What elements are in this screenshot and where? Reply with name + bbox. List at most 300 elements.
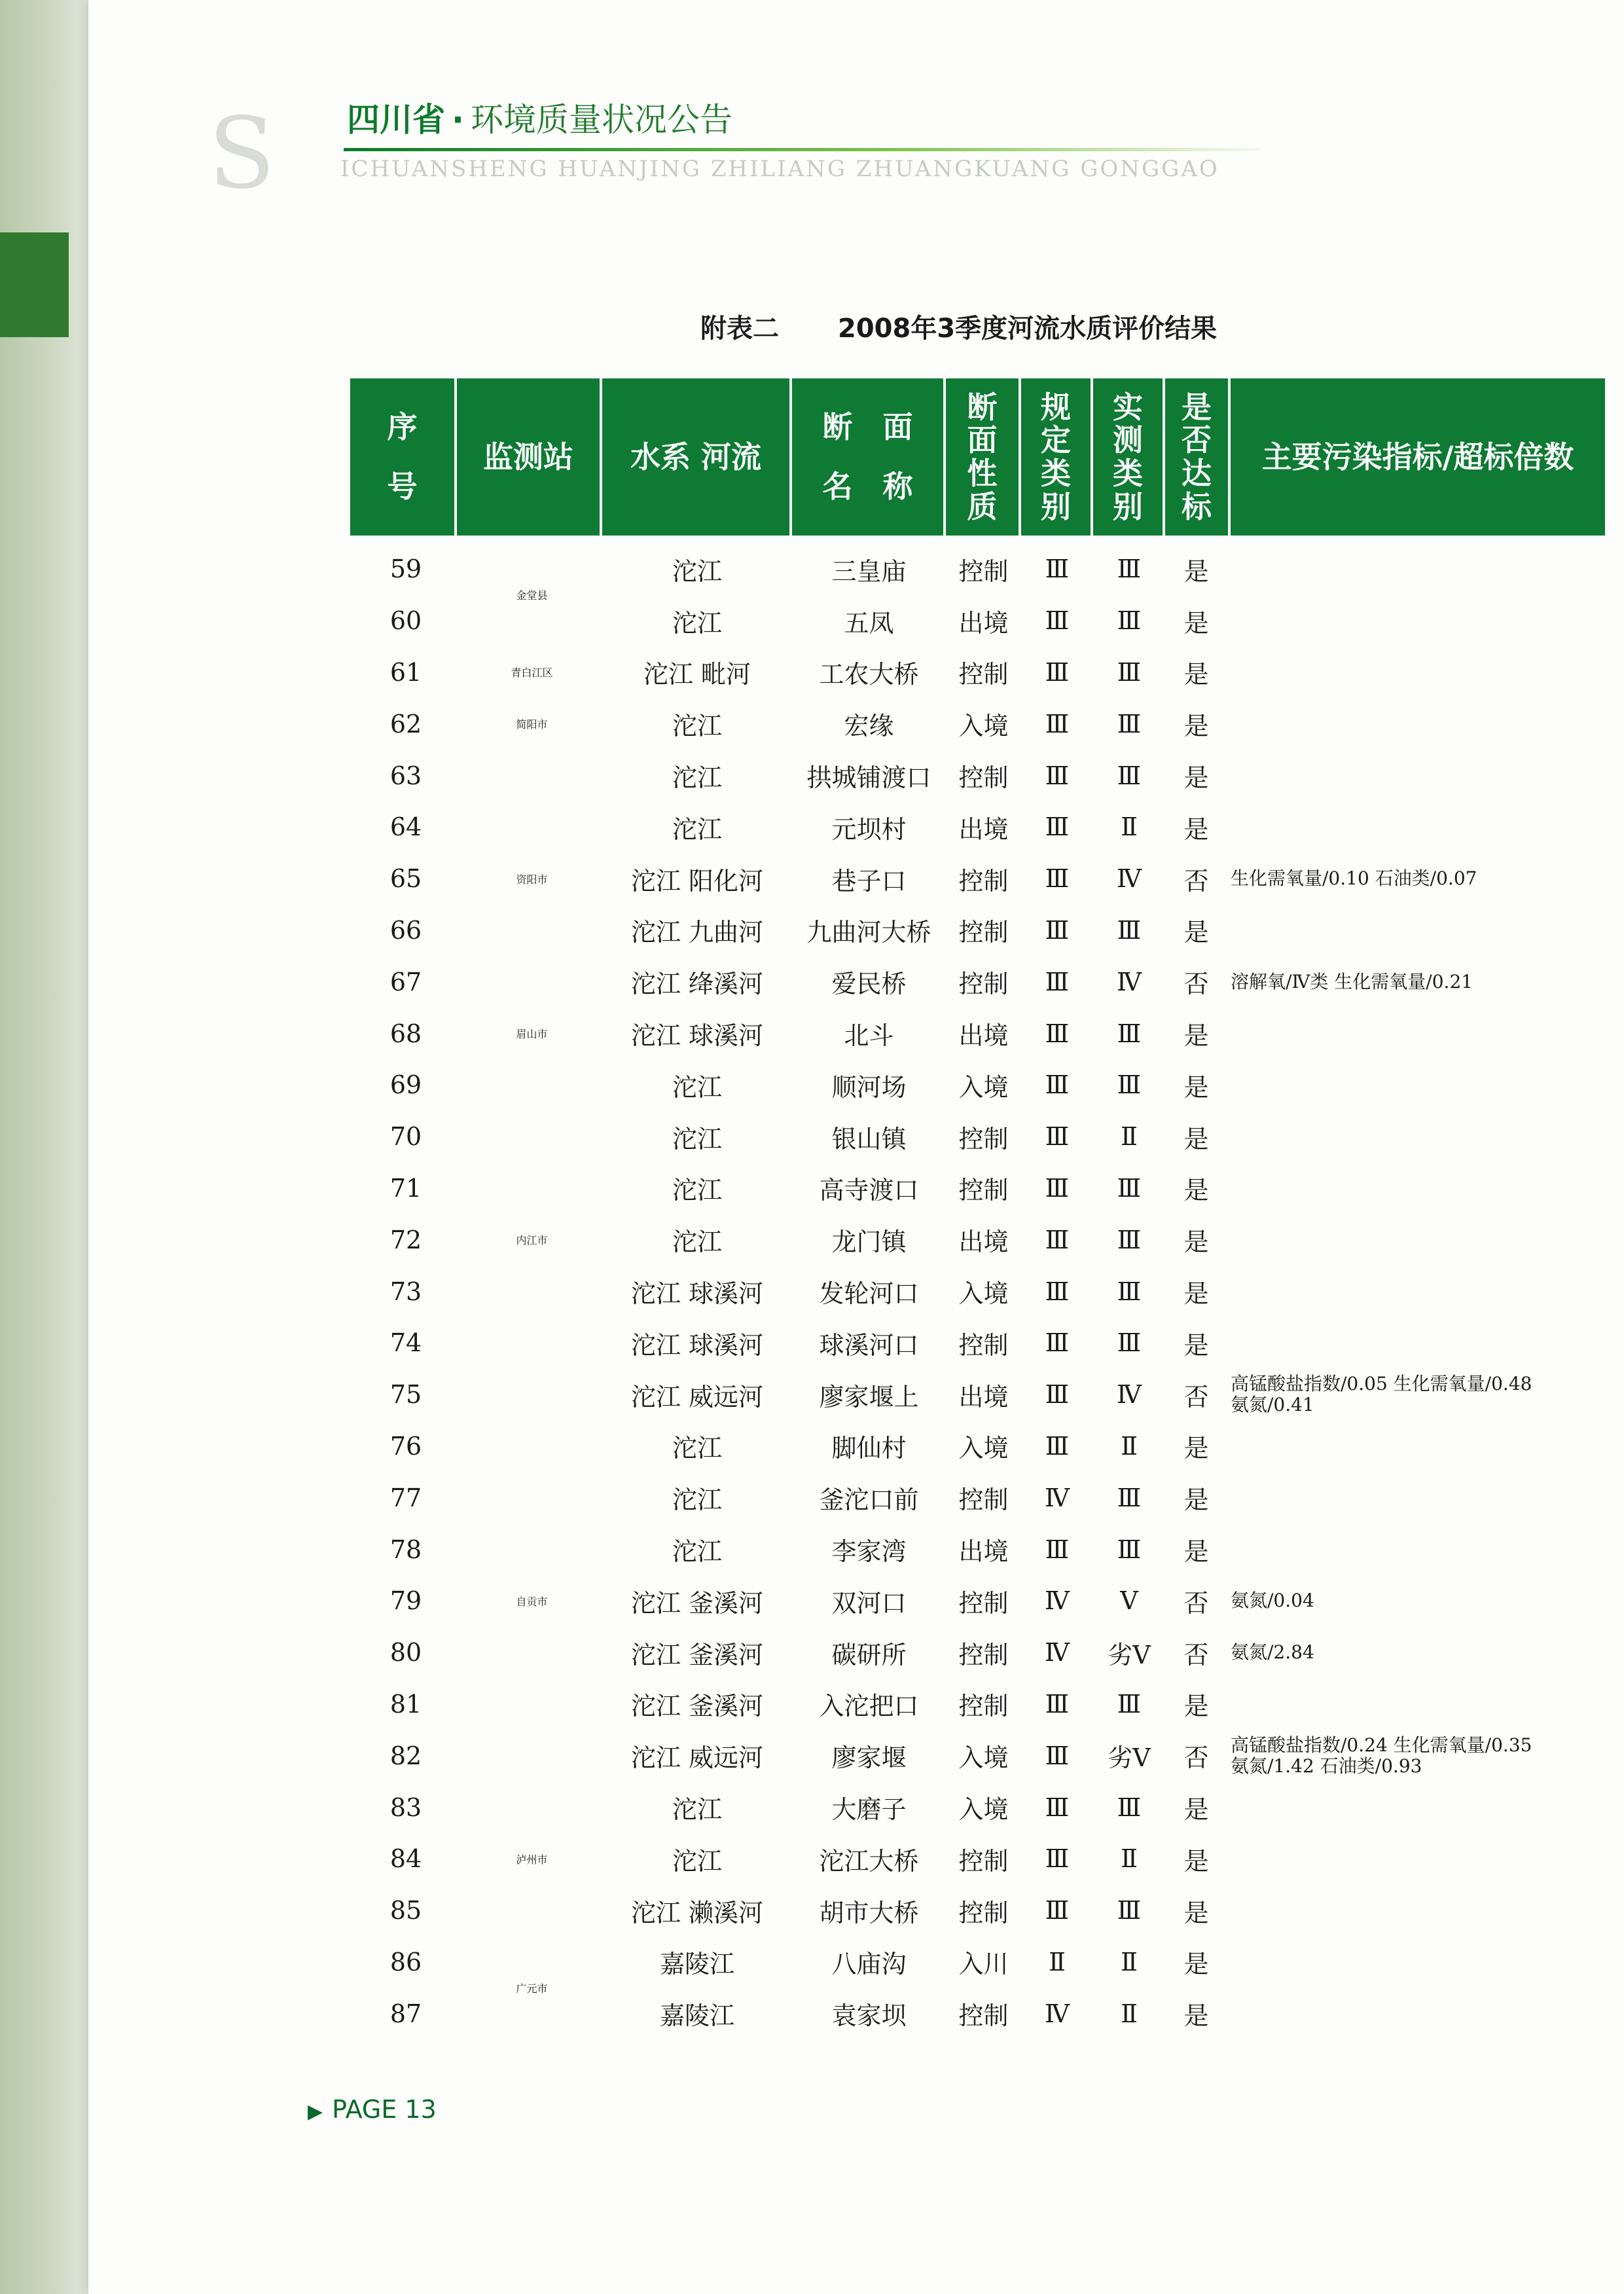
col-compliance-char-1: 是 xyxy=(1182,389,1212,425)
col-standard-char-4: 别 xyxy=(1041,488,1071,524)
row-section-name: 宏缘 xyxy=(844,712,894,741)
col-pollutants: 主要污染指标/超标倍数 xyxy=(1261,439,1574,475)
row-compliance: 是 xyxy=(1183,1485,1209,1515)
col-compliance-char-2: 否 xyxy=(1182,422,1212,458)
row-standard-class: Ⅲ xyxy=(1045,606,1070,636)
row-pollutants xyxy=(1231,647,1605,699)
row-compliance: 否 xyxy=(1183,866,1209,896)
table-row xyxy=(350,1472,1605,1523)
row-section-type: 出境 xyxy=(958,1228,1009,1257)
row-section-type: 出境 xyxy=(958,608,1009,638)
table-title xyxy=(700,308,1217,345)
row-compliance: 是 xyxy=(1183,1692,1209,1721)
row-river: 沱江 威远河 xyxy=(630,1743,764,1773)
row-section-type: 入境 xyxy=(958,1434,1009,1463)
table-row xyxy=(350,647,1605,699)
row-standard-class: Ⅲ xyxy=(1045,1535,1070,1564)
row-section-type: 控制 xyxy=(958,1124,1009,1154)
row-section-name: 球溪河口 xyxy=(819,1330,919,1360)
row-section-type: 控制 xyxy=(958,1692,1009,1721)
row-standard-class: Ⅲ xyxy=(1045,1122,1070,1152)
table-row xyxy=(350,1575,1605,1627)
row-pollutants: 生化需氧量/0.10 石油类/0.07 xyxy=(1231,867,1477,890)
row-pollutants: 高锰酸盐指数/0.24 生化需氧量/0.35 氨氮/1.42 石油类/0.93 xyxy=(1231,1734,1532,1777)
row-pollutants xyxy=(1231,1781,1605,1833)
row-actual-class: Ⅲ xyxy=(1117,1070,1142,1100)
col-seq-text-2: 号 xyxy=(387,469,418,504)
row-compliance: 是 xyxy=(1183,814,1209,844)
row-section-name: 北斗 xyxy=(844,1021,894,1051)
row-section-type: 控制 xyxy=(958,660,1009,689)
row-seq: 61 xyxy=(389,657,422,687)
row-seq: 78 xyxy=(389,1535,422,1564)
row-compliance: 是 xyxy=(1183,712,1209,741)
row-actual-class: Ⅲ xyxy=(1117,1689,1142,1719)
page-edge-green-band xyxy=(0,232,69,337)
row-section-type: 出境 xyxy=(958,1382,1009,1411)
row-actual-class: Ⅱ xyxy=(1121,1844,1138,1874)
row-actual-class: Ⅲ xyxy=(1117,606,1142,636)
table-row xyxy=(350,1781,1605,1833)
row-pollutants: 氨氮/2.84 xyxy=(1231,1641,1314,1664)
row-pollutants xyxy=(1231,698,1605,750)
table-row xyxy=(350,1214,1605,1265)
row-seq: 79 xyxy=(389,1586,422,1616)
row-section-name: 釜沱口前 xyxy=(819,1485,919,1515)
row-section-type: 控制 xyxy=(958,2001,1009,2031)
row-section-name: 元坝村 xyxy=(831,814,907,844)
table-row xyxy=(350,956,1605,1008)
row-pollutants xyxy=(1231,1472,1605,1523)
row-section-type: 控制 xyxy=(958,1176,1009,1205)
table-row xyxy=(350,1523,1605,1575)
row-actual-class: Ⅲ xyxy=(1117,1793,1142,1822)
table-row xyxy=(350,1988,1605,2039)
station-cell: 眉山市 xyxy=(516,1028,548,1041)
row-standard-class: Ⅳ xyxy=(1045,1483,1070,1512)
row-compliance: 是 xyxy=(1183,1124,1209,1154)
row-actual-class: 劣Ⅴ xyxy=(1108,1743,1151,1773)
col-actual-class xyxy=(1093,378,1165,536)
row-section-type: 控制 xyxy=(958,556,1009,586)
table-row xyxy=(350,1111,1605,1163)
row-seq: 72 xyxy=(389,1225,422,1254)
row-actual-class: Ⅲ xyxy=(1117,1328,1142,1358)
row-actual-class: Ⅱ xyxy=(1121,1999,1138,2028)
row-actual-class: Ⅳ xyxy=(1117,967,1142,996)
col-section-name-text-1: 断 面 xyxy=(822,409,913,445)
row-seq: 84 xyxy=(389,1844,422,1874)
row-river: 沱江 xyxy=(672,1072,722,1102)
row-compliance: 是 xyxy=(1183,1072,1209,1102)
row-compliance: 是 xyxy=(1183,1228,1209,1257)
row-seq: 74 xyxy=(389,1328,422,1358)
row-seq: 66 xyxy=(389,915,422,945)
row-actual-class: Ⅱ xyxy=(1121,1431,1138,1461)
row-section-name: 胡市大桥 xyxy=(819,1898,919,1927)
row-river: 沱江 濑溪河 xyxy=(630,1898,764,1927)
station-cell: 资阳市 xyxy=(516,873,548,886)
row-river: 沱江 xyxy=(672,1485,722,1515)
row-actual-class: Ⅲ xyxy=(1117,1277,1142,1306)
row-compliance: 是 xyxy=(1183,1537,1209,1567)
row-standard-class: Ⅳ xyxy=(1045,1999,1070,2028)
row-actual-class: Ⅲ xyxy=(1117,657,1142,687)
row-pollutants xyxy=(1231,1163,1605,1214)
row-actual-class: Ⅲ xyxy=(1117,555,1142,584)
col-section-name-text-2: 名 称 xyxy=(822,469,913,504)
row-compliance: 是 xyxy=(1183,660,1209,689)
row-standard-class: Ⅲ xyxy=(1045,1328,1070,1358)
row-pollutants xyxy=(1231,1265,1605,1317)
table-row xyxy=(350,1937,1605,1988)
row-standard-class: Ⅲ xyxy=(1045,967,1070,996)
row-river: 沱江 球溪河 xyxy=(630,1330,764,1360)
row-seq: 62 xyxy=(389,709,422,738)
row-section-name: 龙门镇 xyxy=(831,1228,907,1257)
header-dot: · xyxy=(452,101,464,139)
page-footer xyxy=(308,2095,437,2124)
row-pollutants xyxy=(1231,1214,1605,1265)
row-standard-class: Ⅲ xyxy=(1045,657,1070,687)
row-river: 沱江 xyxy=(672,1434,722,1463)
row-compliance: 是 xyxy=(1183,1795,1209,1825)
row-river: 沱江 xyxy=(672,1537,722,1567)
row-seq: 70 xyxy=(389,1122,422,1152)
row-compliance: 是 xyxy=(1183,556,1209,586)
row-actual-class: Ⅲ xyxy=(1117,1173,1142,1203)
col-actual-char-2: 测 xyxy=(1113,422,1143,458)
row-seq: 87 xyxy=(389,1999,422,2028)
row-standard-class: Ⅲ xyxy=(1045,1431,1070,1461)
table-title-label: 附表二 xyxy=(700,314,779,344)
row-pollutants xyxy=(1231,801,1605,853)
row-section-type: 控制 xyxy=(958,763,1009,793)
col-seq xyxy=(350,378,457,536)
row-section-type: 出境 xyxy=(958,1021,1009,1051)
row-standard-class: Ⅲ xyxy=(1045,1070,1070,1100)
row-section-type: 入川 xyxy=(958,1950,1009,1979)
table-row xyxy=(350,1885,1605,1937)
row-section-name: 李家湾 xyxy=(831,1537,907,1567)
row-compliance: 否 xyxy=(1183,970,1209,999)
table-row xyxy=(350,1265,1605,1317)
row-standard-class: Ⅳ xyxy=(1045,1586,1070,1616)
row-actual-class: 劣Ⅴ xyxy=(1108,1640,1151,1669)
row-section-type: 控制 xyxy=(958,1846,1009,1876)
row-river: 沱江 xyxy=(672,1795,722,1825)
row-section-name: 顺河场 xyxy=(831,1072,907,1102)
row-seq: 60 xyxy=(389,606,422,636)
row-section-type: 入境 xyxy=(958,1795,1009,1825)
table-row xyxy=(350,1833,1605,1885)
col-section-name xyxy=(792,378,946,536)
row-section-name: 爱民桥 xyxy=(831,970,907,999)
row-actual-class: Ⅴ xyxy=(1120,1586,1138,1616)
row-section-name: 高寺渡口 xyxy=(819,1176,919,1205)
station-cell: 简阳市 xyxy=(516,718,548,731)
row-section-type: 出境 xyxy=(958,814,1009,844)
row-actual-class: Ⅱ xyxy=(1121,1122,1138,1152)
row-actual-class: Ⅲ xyxy=(1117,915,1142,945)
row-standard-class: Ⅲ xyxy=(1045,915,1070,945)
row-section-name: 廖家堰上 xyxy=(819,1382,919,1411)
header-title-rest: 环境质量状况公告 xyxy=(471,101,732,139)
table-title-text: 2008年3季度河流水质评价结果 xyxy=(838,314,1218,344)
col-seq-text-1: 序 xyxy=(387,409,418,445)
row-section-type: 入境 xyxy=(958,1743,1009,1773)
row-compliance: 是 xyxy=(1183,1279,1209,1309)
page-edge-strip xyxy=(0,0,88,2294)
row-seq: 77 xyxy=(389,1483,422,1512)
row-river: 沱江 xyxy=(672,712,722,741)
row-river: 沱江 釜溪河 xyxy=(630,1588,764,1618)
row-seq: 69 xyxy=(389,1070,422,1100)
row-seq: 85 xyxy=(389,1896,422,1925)
row-seq: 82 xyxy=(389,1741,422,1770)
station-cell: 泸州市 xyxy=(516,1853,548,1866)
row-standard-class: Ⅲ xyxy=(1045,1741,1070,1770)
row-section-name: 拱城铺渡口 xyxy=(806,763,931,793)
row-river: 沱江 球溪河 xyxy=(630,1279,764,1309)
header-province: 四川省 xyxy=(347,101,445,139)
row-compliance: 否 xyxy=(1183,1382,1209,1411)
row-river: 沱江 九曲河 xyxy=(630,918,764,947)
row-section-type: 出境 xyxy=(958,1537,1009,1567)
row-actual-class: Ⅳ xyxy=(1117,864,1142,894)
row-seq: 80 xyxy=(389,1638,422,1667)
col-standard-char-1: 规 xyxy=(1041,389,1071,425)
row-section-name: 大磨子 xyxy=(831,1795,907,1825)
table-row xyxy=(350,1008,1605,1059)
row-seq: 83 xyxy=(389,1793,422,1822)
col-actual-char-1: 实 xyxy=(1113,389,1143,425)
row-section-name: 廖家堰 xyxy=(831,1743,907,1773)
station-cell: 内江市 xyxy=(516,1234,548,1247)
row-standard-class: Ⅲ xyxy=(1045,555,1070,584)
row-section-type: 控制 xyxy=(958,1330,1009,1360)
row-section-name: 五凤 xyxy=(844,608,894,638)
row-seq: 76 xyxy=(389,1431,422,1461)
row-pollutants xyxy=(1231,750,1605,801)
row-seq: 59 xyxy=(389,555,422,584)
row-pollutants xyxy=(1231,1679,1605,1730)
table-rows xyxy=(350,543,1605,2039)
row-section-type: 入境 xyxy=(958,1072,1009,1102)
col-compliance-char-4: 标 xyxy=(1182,488,1212,524)
row-pollutants xyxy=(1231,1111,1605,1163)
row-section-type: 控制 xyxy=(958,1588,1009,1618)
table-row xyxy=(350,1679,1605,1730)
header-title xyxy=(347,101,732,139)
row-section-name: 八庙沟 xyxy=(831,1950,907,1979)
row-compliance: 否 xyxy=(1183,1588,1209,1618)
row-section-type: 控制 xyxy=(958,970,1009,999)
table-row xyxy=(350,1369,1605,1421)
row-seq: 64 xyxy=(389,812,422,842)
row-pollutants xyxy=(1231,543,1605,595)
row-standard-class: Ⅲ xyxy=(1045,1844,1070,1874)
col-compliance xyxy=(1165,378,1231,536)
row-section-name: 脚仙村 xyxy=(831,1434,907,1463)
row-river: 沱江 xyxy=(672,556,722,586)
row-section-name: 入沱把口 xyxy=(819,1692,919,1721)
row-section-name: 巷子口 xyxy=(831,866,907,896)
row-pollutants: 高锰酸盐指数/0.05 生化需氧量/0.48 氨氮/0.41 xyxy=(1231,1372,1532,1416)
table-row xyxy=(350,1163,1605,1214)
row-river: 沱江 xyxy=(672,1176,722,1205)
row-pollutants xyxy=(1231,1988,1605,2039)
row-section-name: 袁家坝 xyxy=(831,2001,907,2031)
row-standard-class: Ⅲ xyxy=(1045,1793,1070,1822)
col-section-type-char-2: 面 xyxy=(967,422,998,458)
row-river: 沱江 绛溪河 xyxy=(630,970,764,999)
row-section-type: 控制 xyxy=(958,1640,1009,1669)
header-decorative-letter: S xyxy=(208,97,276,211)
row-standard-class: Ⅲ xyxy=(1045,1225,1070,1254)
col-station: 监测站 xyxy=(457,378,602,536)
row-seq: 86 xyxy=(389,1947,422,1976)
row-standard-class: Ⅲ xyxy=(1045,1380,1070,1410)
row-river: 沱江 釜溪河 xyxy=(630,1640,764,1669)
row-actual-class: Ⅲ xyxy=(1117,1535,1142,1564)
row-pollutants xyxy=(1231,1885,1605,1937)
row-actual-class: Ⅲ xyxy=(1117,1896,1142,1925)
row-pollutants xyxy=(1231,1833,1605,1885)
row-section-name: 银山镇 xyxy=(831,1124,907,1154)
col-section-type-char-3: 性 xyxy=(967,456,998,491)
row-pollutants xyxy=(1231,1421,1605,1472)
col-section-type-char-4: 质 xyxy=(967,488,998,524)
row-section-type: 控制 xyxy=(958,1485,1009,1515)
row-seq: 63 xyxy=(389,761,422,790)
row-river: 嘉陵江 xyxy=(659,1950,734,1979)
footer-arrow-icon: ▶ xyxy=(308,2100,323,2123)
row-pollutants: 氨氮/0.04 xyxy=(1231,1590,1314,1612)
row-river: 沱江 威远河 xyxy=(630,1382,764,1411)
row-actual-class: Ⅱ xyxy=(1121,812,1138,842)
row-river: 沱江 xyxy=(672,814,722,844)
row-standard-class: Ⅱ xyxy=(1049,1947,1066,1976)
table-row xyxy=(350,1627,1605,1679)
row-standard-class: Ⅲ xyxy=(1045,1689,1070,1719)
table-row xyxy=(350,905,1605,956)
row-river: 沱江 阳化河 xyxy=(630,866,764,896)
row-pollutants: 溶解氧/Ⅳ类 生化需氧量/0.21 xyxy=(1231,970,1473,992)
row-section-name: 三皇庙 xyxy=(831,556,907,586)
row-actual-class: Ⅱ xyxy=(1121,1947,1138,1976)
row-section-type: 控制 xyxy=(958,1898,1009,1927)
row-pollutants xyxy=(1231,1317,1605,1369)
row-standard-class: Ⅳ xyxy=(1045,1638,1070,1667)
row-compliance: 是 xyxy=(1183,1846,1209,1876)
table-row xyxy=(350,1059,1605,1111)
row-river: 沱江 xyxy=(672,1124,722,1154)
station-cell: 自贡市 xyxy=(516,1595,548,1608)
row-standard-class: Ⅲ xyxy=(1045,1173,1070,1203)
table-row xyxy=(350,698,1605,750)
row-pollutants xyxy=(1231,1059,1605,1111)
row-actual-class: Ⅳ xyxy=(1117,1380,1142,1410)
row-actual-class: Ⅲ xyxy=(1117,761,1142,790)
col-section-type-char-1: 断 xyxy=(967,389,998,425)
table-row xyxy=(350,595,1605,647)
row-standard-class: Ⅲ xyxy=(1045,864,1070,894)
row-standard-class: Ⅲ xyxy=(1045,1896,1070,1925)
row-section-name: 双河口 xyxy=(831,1588,907,1618)
row-river: 沱江 球溪河 xyxy=(630,1021,764,1051)
row-compliance: 否 xyxy=(1183,1743,1209,1773)
table-row xyxy=(350,853,1605,905)
row-compliance: 是 xyxy=(1183,1434,1209,1463)
row-compliance: 是 xyxy=(1183,918,1209,947)
row-river: 沱江 xyxy=(672,608,722,638)
row-section-name: 沱江大桥 xyxy=(819,1846,919,1876)
row-compliance: 是 xyxy=(1183,1898,1209,1927)
row-compliance: 是 xyxy=(1183,2001,1209,2031)
row-section-type: 入境 xyxy=(958,712,1009,741)
row-compliance: 否 xyxy=(1183,1640,1209,1669)
row-compliance: 是 xyxy=(1183,608,1209,638)
row-standard-class: Ⅲ xyxy=(1045,709,1070,738)
table-row xyxy=(350,1421,1605,1472)
station-cell: 青白江区 xyxy=(511,666,553,680)
row-section-name: 碳研所 xyxy=(831,1640,907,1669)
col-standard-char-3: 类 xyxy=(1041,456,1071,491)
row-river: 沱江 釜溪河 xyxy=(630,1692,764,1721)
row-standard-class: Ⅲ xyxy=(1045,1019,1070,1048)
row-section-type: 控制 xyxy=(958,918,1009,947)
row-section-name: 工农大桥 xyxy=(819,660,919,689)
header-underline xyxy=(344,148,1260,151)
col-compliance-char-3: 达 xyxy=(1182,456,1212,491)
col-standard-class xyxy=(1021,378,1093,536)
col-standard-char-2: 定 xyxy=(1041,422,1071,458)
page-number: PAGE 13 xyxy=(332,2095,437,2124)
row-seq: 71 xyxy=(389,1173,422,1203)
row-river: 沱江 xyxy=(672,763,722,793)
row-section-type: 入境 xyxy=(958,1279,1009,1309)
table-row xyxy=(350,750,1605,801)
row-compliance: 是 xyxy=(1183,1021,1209,1051)
header-pinyin-subtitle: ICHUANSHENG HUANJING ZHILIANG ZHUANGKUANG GONGGAO xyxy=(340,156,1219,182)
col-section-type xyxy=(946,378,1021,536)
row-pollutants xyxy=(1231,595,1605,647)
row-compliance: 是 xyxy=(1183,763,1209,793)
table-row xyxy=(350,1317,1605,1369)
row-standard-class: Ⅲ xyxy=(1045,761,1070,790)
row-seq: 65 xyxy=(389,864,422,894)
row-seq: 67 xyxy=(389,967,422,996)
row-section-name: 九曲河大桥 xyxy=(806,918,931,947)
table-row xyxy=(350,1730,1605,1781)
row-section-type: 控制 xyxy=(958,866,1009,896)
row-actual-class: Ⅲ xyxy=(1117,1483,1142,1512)
row-river: 沱江 xyxy=(672,1228,722,1257)
row-compliance: 是 xyxy=(1183,1176,1209,1205)
row-seq: 81 xyxy=(389,1689,422,1719)
row-pollutants xyxy=(1231,1523,1605,1575)
col-actual-char-3: 类 xyxy=(1113,456,1143,491)
col-river: 水系 河流 xyxy=(602,378,792,536)
row-river: 嘉陵江 xyxy=(659,2001,734,2031)
row-standard-class: Ⅲ xyxy=(1045,812,1070,842)
row-pollutants xyxy=(1231,1008,1605,1059)
row-compliance: 是 xyxy=(1183,1330,1209,1360)
row-actual-class: Ⅲ xyxy=(1117,709,1142,738)
table-row xyxy=(350,801,1605,853)
row-river: 沱江 毗河 xyxy=(643,660,751,689)
